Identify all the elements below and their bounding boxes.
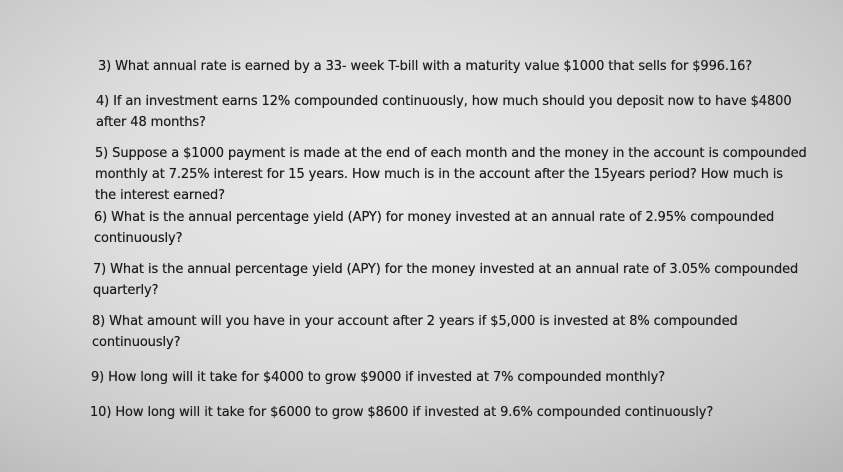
question-5-line-3: the interest earned? xyxy=(95,188,225,203)
question-6 xyxy=(94,207,774,249)
question-4 xyxy=(96,91,792,133)
question-10 xyxy=(90,402,713,423)
question-7 xyxy=(93,259,798,301)
question-7-line-1: 7) What is the annual percentage yield (APY) for the money invested at an annual rate of 3.05% compounded xyxy=(93,262,799,277)
question-5-line-2: monthly at 7.25% interest for 15 years. How much is in the account after the 15years period? How much is xyxy=(95,167,783,182)
question-9 xyxy=(91,367,665,388)
question-10-line-1: 10) How long will it take for $6000 to grow $8600 if invested at 9.6% compounded continuously? xyxy=(90,405,714,420)
question-3 xyxy=(98,56,752,77)
question-5-line-1: 5) Suppose a $1000 payment is made at the end of each month and the money in the account is compounded xyxy=(95,146,807,161)
question-4-line-2: after 48 months? xyxy=(96,115,206,130)
question-6-line-2: continuously? xyxy=(94,231,183,246)
question-3-line-1: 3) What annual rate is earned by a 33- week T-bill with a maturity value $1000 that sells for $996.16? xyxy=(98,59,753,74)
question-5 xyxy=(95,143,807,206)
question-7-line-2: quarterly? xyxy=(93,283,159,298)
question-9-line-1: 9) How long will it take for $4000 to grow $9000 if invested at 7% compounded monthly? xyxy=(91,370,666,385)
question-8-line-1: 8) What amount will you have in your account after 2 years if $5,000 is invested at 8% compounded xyxy=(92,314,738,329)
question-8-line-2: continuously? xyxy=(92,335,181,350)
question-8 xyxy=(92,311,738,353)
question-4-line-1: 4) If an investment earns 12% compounded continuously, how much should you deposit now to have $4800 xyxy=(96,94,792,109)
question-6-line-1: 6) What is the annual percentage yield (APY) for money invested at an annual rate of 2.95% compounded xyxy=(94,210,775,225)
